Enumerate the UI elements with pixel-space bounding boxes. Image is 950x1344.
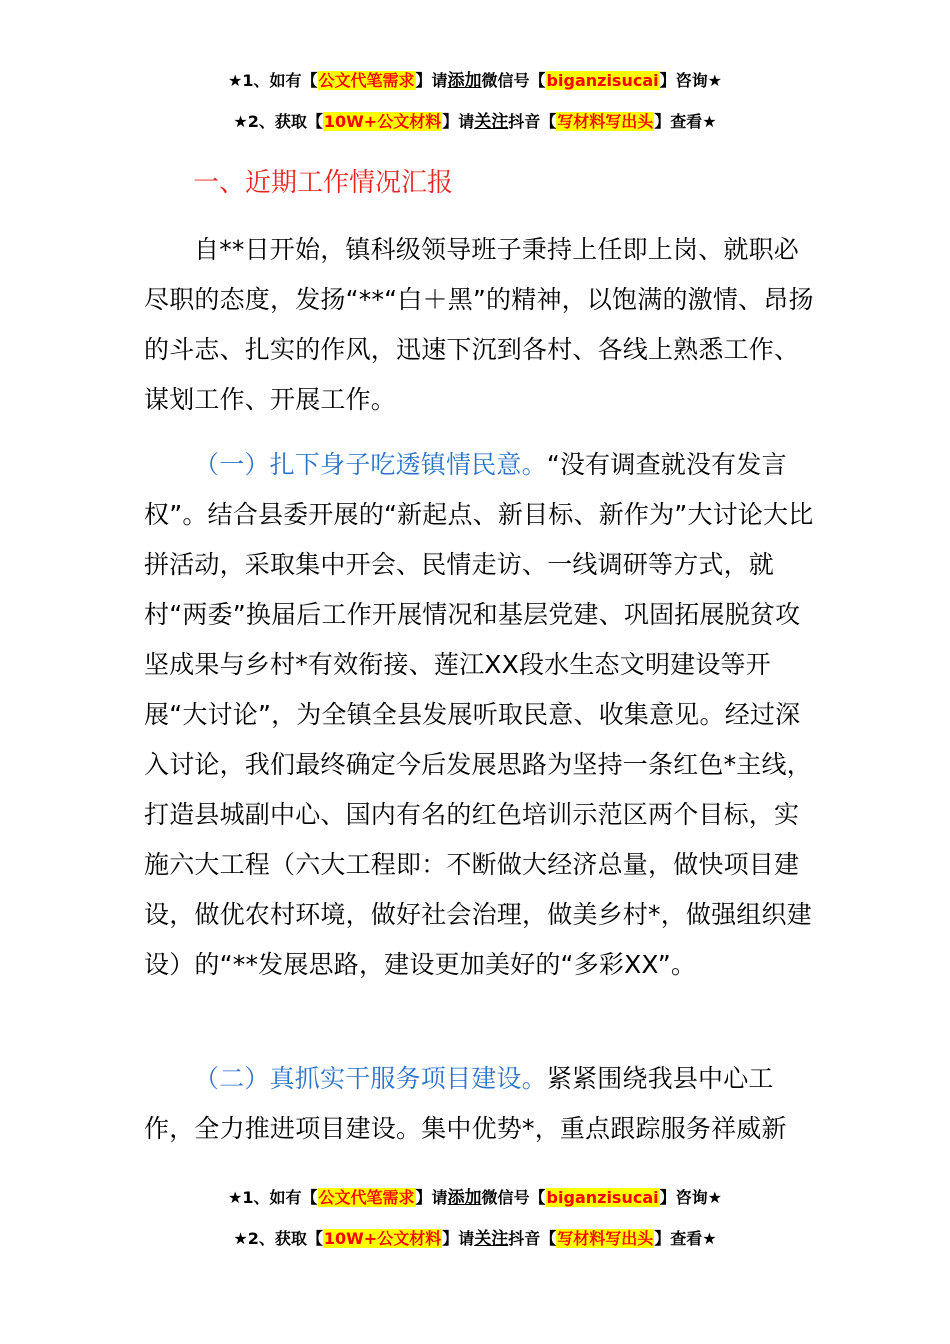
banner-text: 抖音【 (508, 1229, 557, 1248)
banner-highlight: biganzisucai (546, 1188, 659, 1207)
banner-text: 】请 (415, 1188, 448, 1207)
banner-highlight: 10W+公文材料 (323, 112, 442, 131)
section-1-title: （一）扎下身子吃透镇情民意。 (194, 450, 547, 479)
banner-text: 】咨询★ (659, 1188, 722, 1207)
banner-underline: 添加 (447, 1188, 482, 1208)
banner-text: ★1、如有【 (228, 1188, 318, 1207)
promo-banner-line-2-bottom (0, 1228, 950, 1250)
banner-highlight: biganzisucai (546, 71, 659, 90)
banner-text: 】请 (442, 112, 475, 131)
banner-underline: 添加 (447, 71, 482, 91)
section-1-paragraph (144, 440, 816, 990)
banner-highlight: 公文代笔需求 (318, 71, 415, 90)
banner-text: ★2、获取【 (233, 1229, 323, 1248)
banner-text: ★2、获取【 (233, 112, 323, 131)
banner-text: ★1、如有【 (228, 71, 318, 90)
section-2-body: 紧紧围绕我县中心工作，全力推进项目建设。集中优势*，重点跟踪服务祥威新 (144, 1064, 787, 1143)
banner-text: 】查看★ (654, 112, 717, 131)
banner-text: 】咨询★ (659, 71, 722, 90)
banner-highlight: 公文代笔需求 (318, 1188, 415, 1207)
promo-banner-line-2-top (0, 111, 950, 133)
section-heading: 一、近期工作情况汇报 (193, 168, 454, 198)
banner-text: 】请 (415, 71, 448, 90)
banner-underline: 关注 (474, 1229, 509, 1249)
banner-text: 】请 (442, 1229, 475, 1248)
promo-banner-line-1-bottom (0, 1187, 950, 1209)
section-2-title: （二）真抓实干服务项目建设。 (194, 1064, 547, 1093)
banner-text: 】查看★ (654, 1229, 717, 1248)
banner-highlight: 写材料写出头 (557, 1229, 654, 1248)
banner-highlight: 10W+公文材料 (323, 1229, 442, 1248)
section-2-paragraph (144, 1054, 816, 1154)
section-1-body: “没有调查就没有发言权”。结合县委开展的“新起点、新目标、新作为”大讨论大比拼活动，采取集中开会、民情走访、一线调研等方式，就村“两委”换届后工作开展情况和基层党建、巩固拓展脱贫攻坚成果与乡村*有效衔接、莲江XX段水生态文明建设等开展“大讨论”，为全镇全县发展听取民意、收集意见。经过深入讨论，我们最终确定今后发展思路为坚持一条红色*主线，打造县城副中心、国内有名的红色培训示范区两个目标，实施六大工程（六大工程即：不断做大经济总量，做快项目建设，做优农村环境，做好社会治理，做美乡村*，做强组织建设）的“**发展思路，建设更加美好的“多彩XX”。 (144, 450, 814, 979)
banner-text: 微信号【 (481, 71, 546, 90)
banner-text: 微信号【 (481, 1188, 546, 1207)
banner-text: 抖音【 (508, 112, 557, 131)
banner-underline: 关注 (474, 112, 509, 132)
banner-highlight: 写材料写出头 (557, 112, 654, 131)
intro-paragraph: 自**日开始，镇科级领导班子秉持上任即上岗、就职必尽职的态度，发扬“**“白＋黑”的精神，以饱满的激情、昂扬的斗志、扎实的作风，迅速下沉到各村、各线上熟悉工作、谋划工作、开展工作。 (144, 235, 814, 414)
promo-banner-line-1-top (0, 70, 950, 92)
